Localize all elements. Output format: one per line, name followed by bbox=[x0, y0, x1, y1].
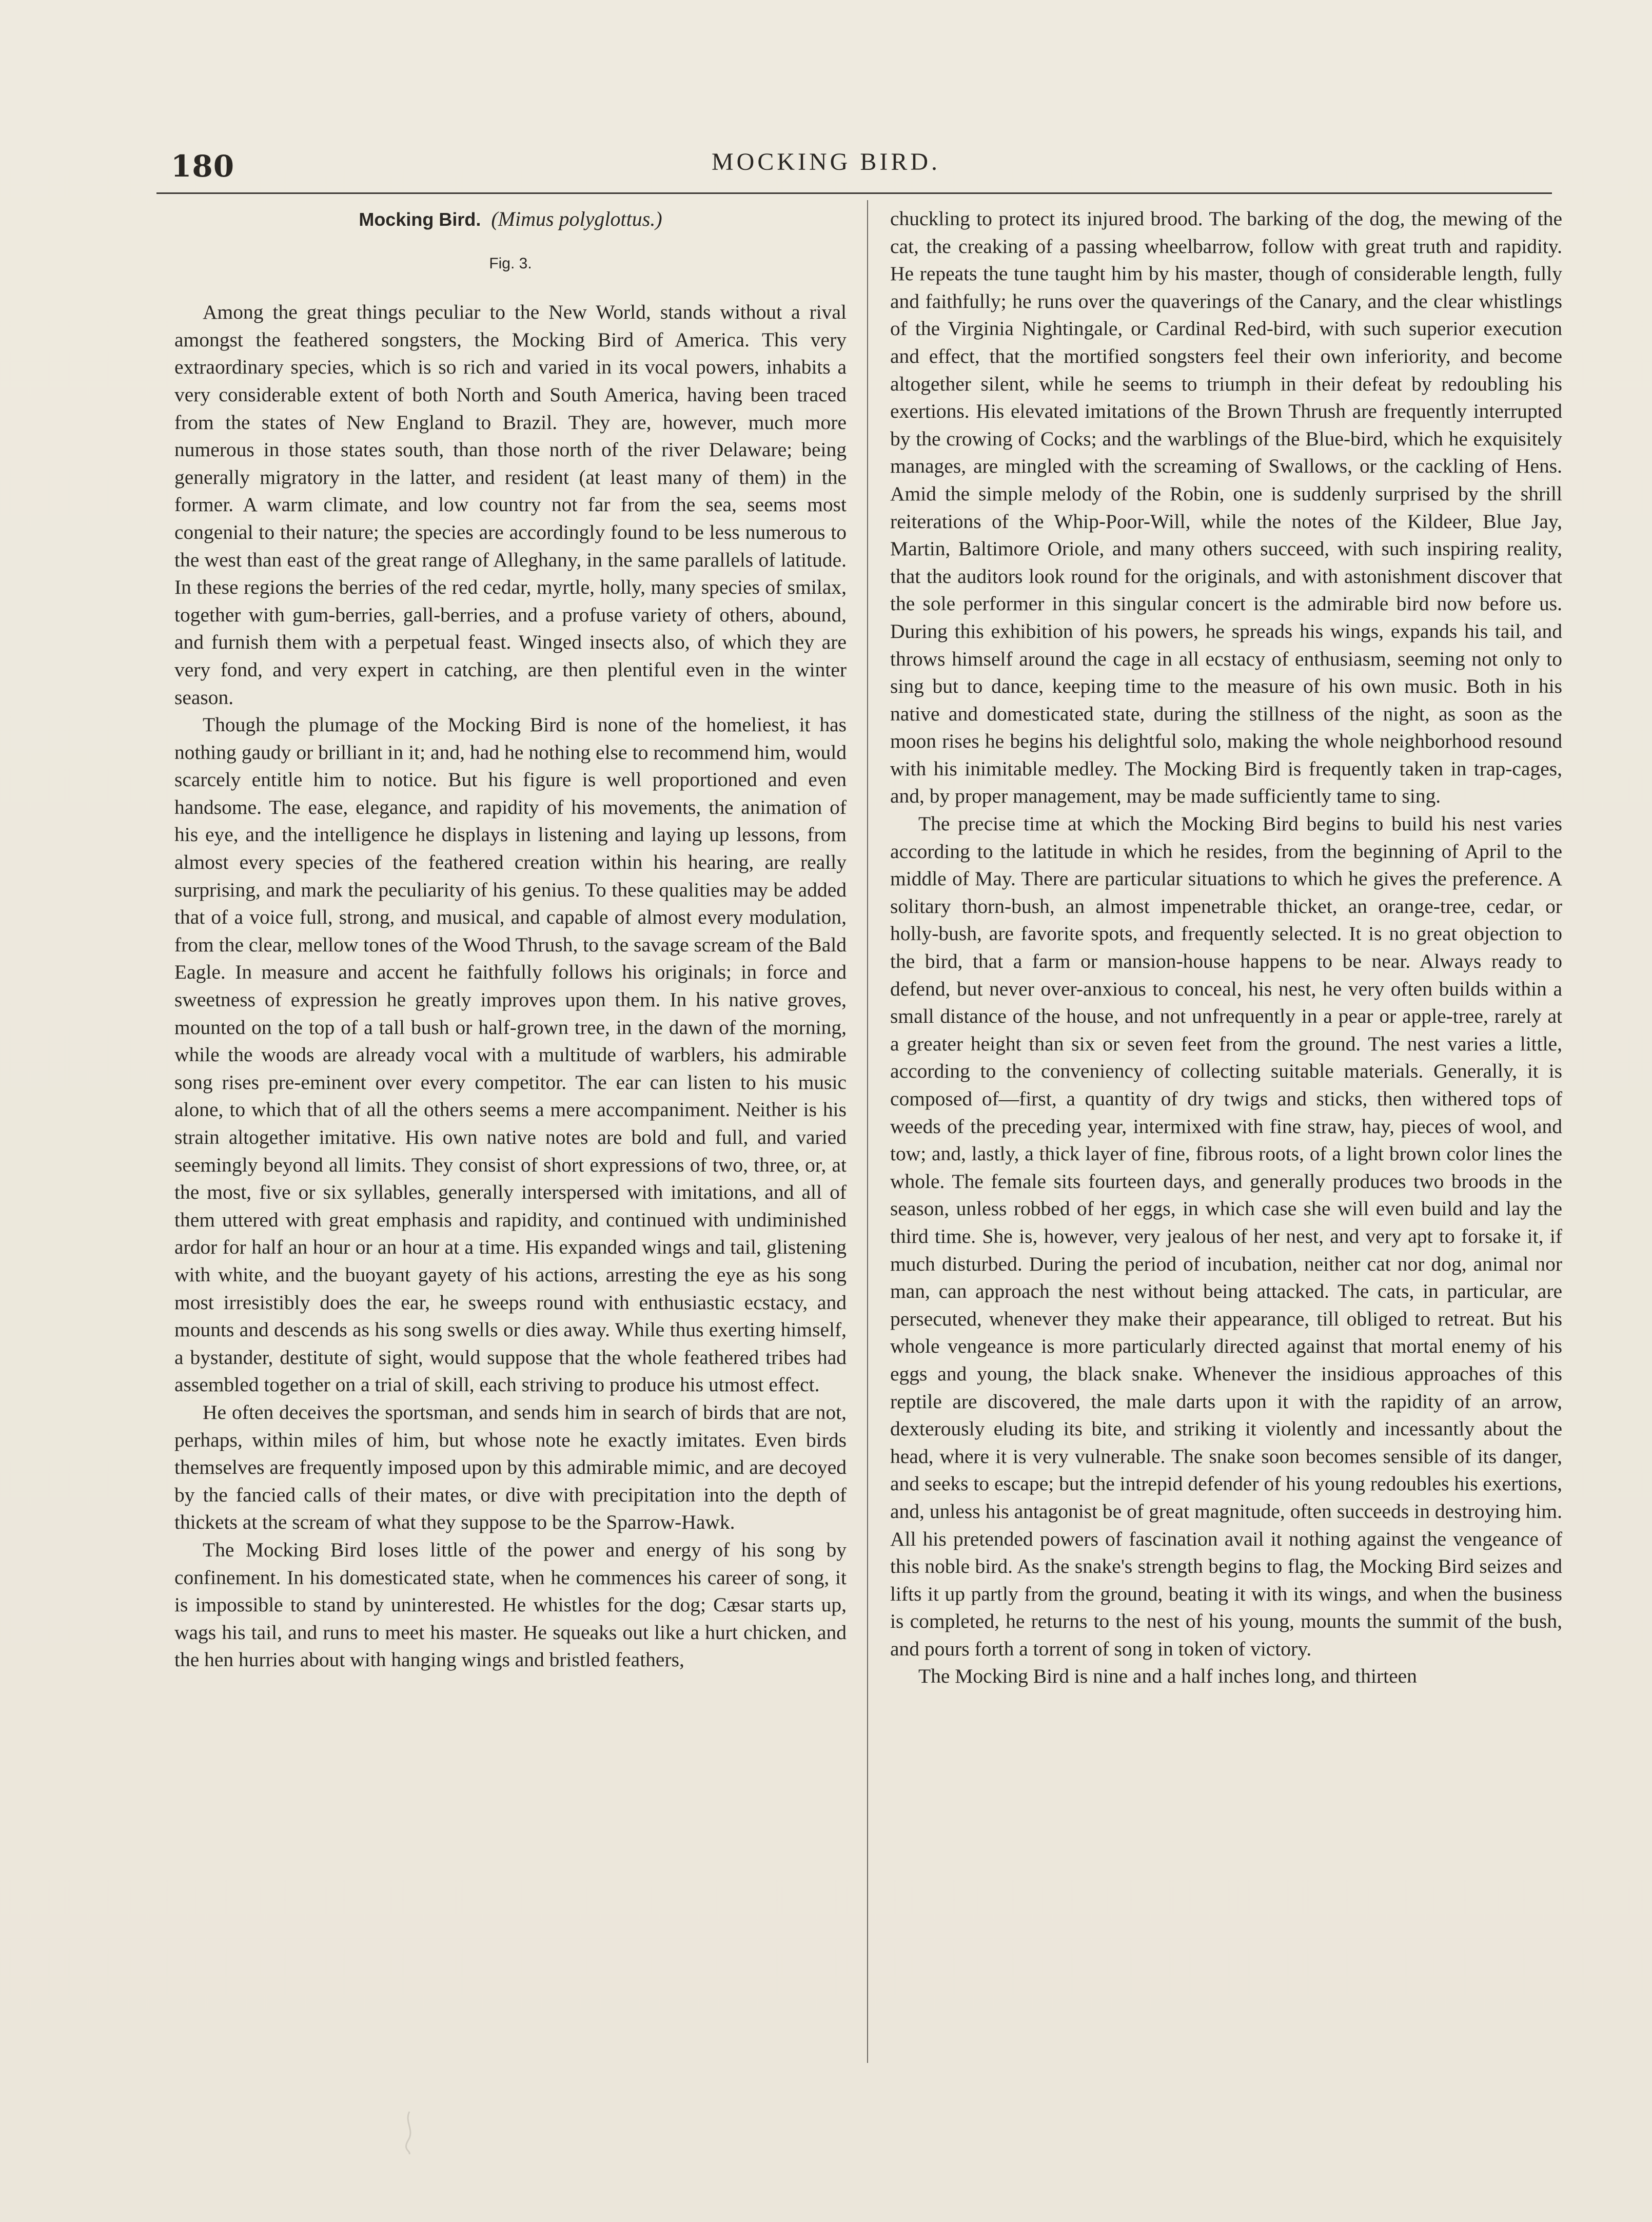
library-stamp-icon bbox=[399, 2109, 420, 2155]
header-rule bbox=[156, 192, 1552, 194]
article-title bbox=[174, 205, 847, 233]
running-title: MOCKING BIRD. bbox=[711, 148, 940, 176]
paragraph: He often deceives the sportsman, and sends him in search of birds that are not, perhaps, within miles of him, but whose note he exactly imitates. Even birds themselves are frequently imposed upon by this admirable mimic, and are decoyed by the fancied calls of their mates, or dive with precipitation into the depth of thickets at the scream of what they suppose to be the Sparrow-Hawk. bbox=[174, 1400, 847, 1534]
column-divider bbox=[867, 200, 868, 2063]
paragraph: The precise time at which the Mocking Bird begins to build his nest varies according to the latitude in which he resides, from the beginning of April to the middle of May. There are particular situations to which he gives the preference. A solitary thorn-bush, an almost impenetrable thicket, an orange-tree, cedar, or holly-bush, are favorite spots, and frequently selected. It is no great objection to the bird, that a farm or mansion-house happens to be near. Always ready to defend, but never over-anxious to conceal, his nest, he very often builds within a small distance of the house, and not unfrequently in a pear or apple-tree, rarely at a greater height than six or seven feet from the ground. The nest varies a little, according to the conveniency of collecting suitable materials. Generally, it is composed of—first, a quantity of dry twigs and sticks, then withered tops of weeds of the preceding year, intermixed with fine straw, hay, pieces of wool, and tow; and, lastly, a thick layer of fine, fibrous roots, of a light brown color lines the whole. The female sits fourteen days, and generally produces two broods in the season, unless robbed of her eggs, in which case she will even build and lay the third time. She is, however, very jealous of her nest, and very apt to forsake it, if much disturbed. During the period of incubation, neither cat nor dog, animal nor man, can approach the nest without being attacked. The cats, in particular, are persecuted, whenever they make their appearance, till obliged to retreat. But his whole vengeance is more particularly directed against that mortal enemy of his eggs and young, the black snake. Whenever the insidious approaches of this reptile are discovered, the male darts upon it with the rapidity of an arrow, dexterously eluding its bite, and striking it violently and incessantly about the head, where it is very vulnerable. The snake soon becomes sensible of its danger, and seeks to escape; but the intrepid defender of his young redoubles his exertions, and, unless his antagonist be of great magnitude, often succeeds in destroying him. All his pretended powers of fascination avail it nothing against the vengeance of this noble bird. As the snake's strength begins to flag, the Mocking Bird seizes and lifts it up partly from the ground, beating it with its wings, and when the business is completed, he returns to the nest of his young, mounts the summit of the bush, and pours forth a torrent of song in token of victory. bbox=[890, 812, 1562, 1660]
paragraph: The Mocking Bird loses little of the power and energy of his song by confinement. In his domesticated state, when he commences his career of song, it is impossible to stand by uninterested. He whistles for the dog; Cæsar starts up, wags his tail, and runs to meet his master. He squeaks out like a hurt chicken, and the hen hurries about with hanging wings and bristled feathers, bbox=[174, 1538, 847, 1671]
paragraph: Among the great things peculiar to the New World, stands without a rival amongst the feathered songsters, the Mocking Bird of America. This very extraordinary species, which is so rich and varied in its vocal powers, inhabits a very considerable extent of both North and South America, having been traced from the states of New England to Brazil. They are, however, much more numerous in those states south, than those north of the river Delaware; being generally migratory in the latter, and resident (at least many of them) in the former. A warm climate, and low country not far from the sea, seems most congenial to their nature; the species are accordingly found to be less numerous to the west than east of the great range of Alleghany, in the same parallels of latitude. In these regions the berries of the red cedar, myrtle, holly, many species of smilax, together with gum-berries, gall-berries, and a profuse variety of others, abound, and furnish them with a perpetual feast. Winged insects also, of which they are very fond, and very expert in catching, are then plentiful even in the winter season. bbox=[174, 301, 847, 709]
paragraph: chuckling to protect its injured brood. The barking of the dog, the mewing of the cat, the creaking of a passing wheelbarrow, follow with great truth and rapidity. He repeats the tune taught him by his master, though of considerable length, fully and faithfully; he runs over the quaverings of the Canary, and the clear whistlings of the Virginia Nightingale, or Cardinal Red-bird, with such superior execution and effect, that the mortified songsters feel their own inferiority, and become altogether silent, while he seems to triumph in their defeat by redoubling his exertions. His elevated imitations of the Brown Thrush are frequently interrupted by the crowing of Cocks; and the warblings of the Blue-bird, which he exquisitely manages, are mingled with the screaming of Swallows, or the cackling of Hens. Amid the simple melody of the Robin, one is suddenly surprised by the shrill reiterations of the Whip-Poor-Will, while the notes of the Kildeer, Blue Jay, Martin, Baltimore Oriole, and many others succeed, with such inspiring reality, that the auditors look round for the originals, and with astonishment discover that the sole performer in this singular concert is the admirable bird now before us. During this exhibition of his powers, he spreads his wings, expands his tail, and throws himself around the cage in all ecstacy of enthusiasm, seeming not only to sing but to dance, keeping time to the measure of his own music. Both in his native and domesticated state, during the stillness of the night, as soon as the moon rises he begins his delightful solo, making the whole neighborhood resound with his inimitable medley. The Mocking Bird is frequently taken in trap-cages, and, by proper management, may be made sufficiently tame to sing. bbox=[890, 207, 1562, 808]
left-column bbox=[174, 205, 847, 1674]
figure-label: Fig. 3. bbox=[489, 255, 532, 272]
right-column bbox=[890, 205, 1562, 1690]
paragraph: The Mocking Bird is nine and a half inches long, and thirteen bbox=[918, 1665, 1417, 1688]
article-title-main: Mocking Bird. bbox=[359, 209, 481, 230]
article-title-scientific: (Mimus polyglottus.) bbox=[491, 207, 662, 230]
page-number: 180 bbox=[171, 149, 235, 184]
paragraph: Though the plumage of the Mocking Bird is none of the homeliest, it has nothing gaudy or brilliant in it; and, had he nothing else to recommend him, would scarcely entitle him to notice. But his figure is well proportioned and even handsome. The ease, elegance, and rapidity of his movements, the animation of his eye, and the intelligence he displays in listening and laying up lessons, from almost every species of the feathered creation within his hearing, are really surprising, and mark the peculiarity of his genius. To these qualities may be added that of a voice full, strong, and musical, and capable of almost every modulation, from the clear, mellow tones of the Wood Thrush, to the savage scream of the Bald Eagle. In measure and accent he faithfully follows his originals; in force and sweetness of expression he greatly improves upon them. In his native groves, mounted on the top of a tall bush or half-grown tree, in the dawn of the morning, while the woods are already vocal with a multitude of warblers, his admirable song rises pre-eminent over every competitor. The ear can listen to his music alone, to which that of all the others seems a mere accompaniment. Neither is his strain altogether imitative. His own native notes are bold and full, and varied seemingly beyond all limits. They consist of short expressions of two, three, or, at the most, five or six syllables, generally interspersed with imitations, and all of them uttered with great emphasis and rapidity, and continued with undiminished ardor for half an hour or an hour at a time. His expanded wings and tail, glistening with white, and the buoyant gayety of his actions, arresting the eye as his song most irresistibly does the ear, he sweeps round with enthusiastic ecstacy, and mounts and descends as his song swells or dies away. While thus exerting himself, a bystander, destitute of sight, would suppose that the whole feathered tribes had assembled together on a trial of skill, each striving to produce his utmost effect. bbox=[174, 713, 847, 1396]
